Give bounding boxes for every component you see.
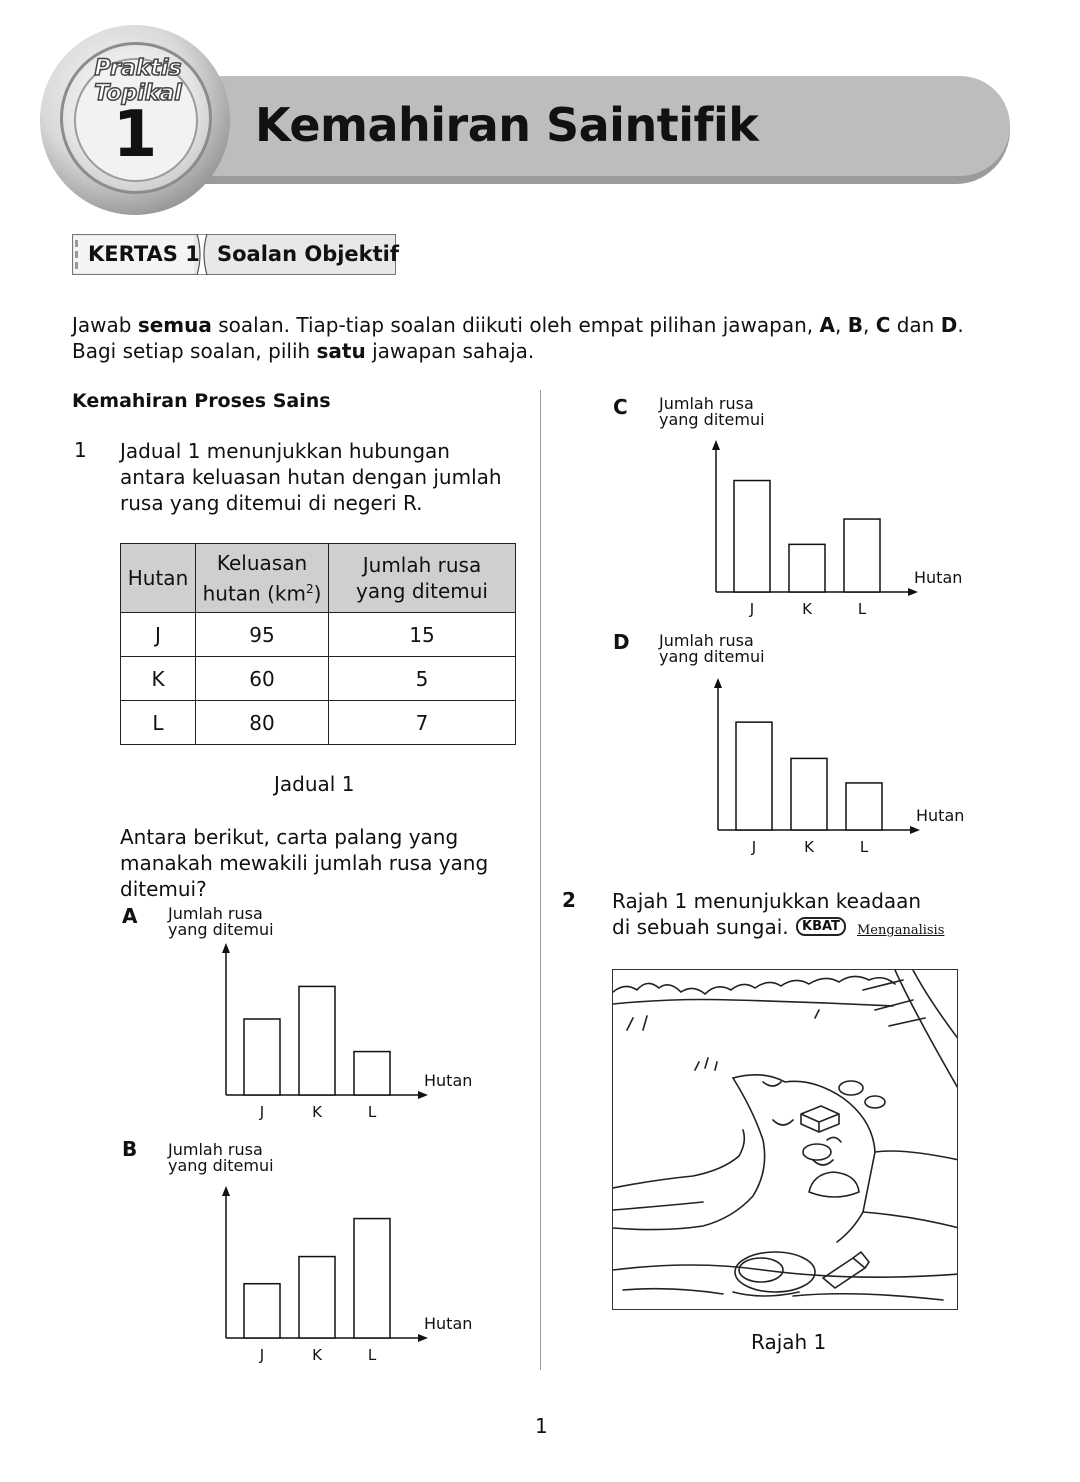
bar-j (734, 481, 770, 592)
bar-k (299, 986, 335, 1095)
question-2-stem-line: di sebuah sungai. (612, 915, 789, 939)
table-row (121, 701, 516, 745)
question-1-prompt-line: Antara berikut, carta palang yang (120, 825, 459, 849)
table-caption: Jadual 1 (274, 772, 355, 796)
option-c-letter[interactable]: C (613, 395, 628, 419)
data-table (120, 543, 516, 745)
tick-label-l: L (859, 838, 869, 856)
bar-l (846, 783, 882, 830)
bar-l (844, 519, 880, 592)
tick-label-k: K (802, 600, 812, 618)
bar-j (244, 1284, 280, 1338)
badge-word-praktis: Praktis (94, 56, 182, 81)
bar-j (244, 1019, 280, 1095)
column-divider (540, 390, 541, 1370)
x-axis-arrow (418, 1091, 428, 1099)
x-axis-label: Hutan (914, 568, 963, 587)
table-cell: K (121, 657, 196, 701)
table-cell: 60 (196, 657, 329, 701)
tick-label-k: K (312, 1346, 322, 1364)
x-axis-label: Hutan (424, 1314, 473, 1333)
tick-label-j: J (259, 1346, 265, 1364)
x-axis-arrow (908, 588, 918, 596)
bar-k (299, 1257, 335, 1338)
y-axis-arrow (222, 943, 230, 953)
question-2-number: 2 (562, 888, 576, 912)
question-2-stem-line: Rajah 1 menunjukkan keadaan (612, 889, 922, 913)
paper-subtitle: Soalan Objektif (217, 242, 400, 266)
table-cell: J (121, 613, 196, 657)
tick-label-l: L (367, 1103, 377, 1121)
table-header-keluasan: Keluasan hutan $(km^2)$ (196, 544, 329, 613)
bar-j (736, 722, 772, 830)
x-axis-label: Hutan (424, 1071, 473, 1090)
question-1-stem-line: Jadual 1 menunjukkan hubungan (120, 439, 450, 463)
paper-label: KERTAS 1 (88, 242, 200, 266)
option-a-chart (200, 935, 490, 1130)
x-axis-arrow (910, 826, 920, 834)
kbat-level: Menganalisis (857, 923, 945, 938)
section-heading: Kemahiran Proses Sains (72, 390, 331, 412)
option-b-chart (200, 1178, 490, 1373)
x-axis-arrow (418, 1334, 428, 1342)
option-a-letter[interactable]: A (122, 904, 138, 928)
tick-label-k: K (312, 1103, 322, 1121)
option-d-chart (692, 670, 982, 870)
table-cell: 5 (329, 657, 516, 701)
x-axis-label: Hutan (916, 806, 965, 825)
instruction-line-2: Bagi setiap soalan, pilih satu jawapan sahaja. (72, 339, 535, 363)
bar-l (354, 1052, 390, 1095)
option-d-letter[interactable]: D (613, 630, 630, 654)
question-1-stem-line: antara keluasan hutan dengan jumlah (120, 465, 502, 489)
question-1-number: 1 (74, 438, 87, 462)
tick-label-k: K (804, 838, 814, 856)
y-axis-arrow (712, 440, 720, 450)
table-header-hutan: Hutan (121, 544, 196, 613)
river-illustration (612, 969, 958, 1310)
table-header-row (121, 544, 516, 613)
option-b-letter[interactable]: B (122, 1137, 138, 1161)
y-axis-arrow (222, 1186, 230, 1196)
option-c-ylabel: Jumlah rusa yang ditemui (659, 394, 765, 429)
page-number: 1 (535, 1414, 548, 1438)
tick-label-j: J (751, 838, 757, 856)
table-header-jumlah: Jumlah rusa yang ditemui (329, 544, 516, 613)
scroll-fold-icon (193, 234, 211, 275)
option-a-ylabel: Jumlah rusa yang ditemui (168, 904, 274, 939)
chapter-number: 1 (112, 98, 158, 172)
badge-word-topikal: Topikal (94, 81, 182, 106)
binder-icon (74, 236, 82, 273)
option-b-ylabel: Jumlah rusa yang ditemui (168, 1140, 274, 1175)
kbat-badge: KBAT (796, 917, 846, 936)
question-1-prompt-line: manakah mewakili jumlah rusa yang (120, 851, 489, 875)
tick-label-l: L (857, 600, 867, 618)
tick-label-j: J (749, 600, 755, 618)
table-cell: 7 (329, 701, 516, 745)
bar-k (789, 544, 825, 592)
river-scene-image (613, 970, 958, 1310)
table-cell: 80 (196, 701, 329, 745)
table-row (121, 657, 516, 701)
option-c-chart (690, 432, 980, 632)
figure-caption: Rajah 1 (751, 1330, 827, 1354)
y-axis-arrow (714, 678, 722, 688)
tick-label-l: L (367, 1346, 377, 1364)
bar-l (354, 1219, 390, 1338)
option-d-ylabel: Jumlah rusa yang ditemui (659, 631, 765, 666)
question-1-stem-line: rusa yang ditemui di negeri R. (120, 491, 423, 515)
table-row (121, 613, 516, 657)
chapter-title: Kemahiran Saintifik (255, 98, 759, 152)
instruction-line-1: Jawab semua soalan. Tiap-tiap soalan diikuti oleh empat pilihan jawapan, A, B, C dan D. (72, 313, 964, 337)
table-cell: 15 (329, 613, 516, 657)
bar-k (791, 758, 827, 830)
question-1-prompt-line: ditemui? (120, 877, 207, 901)
table-cell: L (121, 701, 196, 745)
table-cell: 95 (196, 613, 329, 657)
tick-label-j: J (259, 1103, 265, 1121)
